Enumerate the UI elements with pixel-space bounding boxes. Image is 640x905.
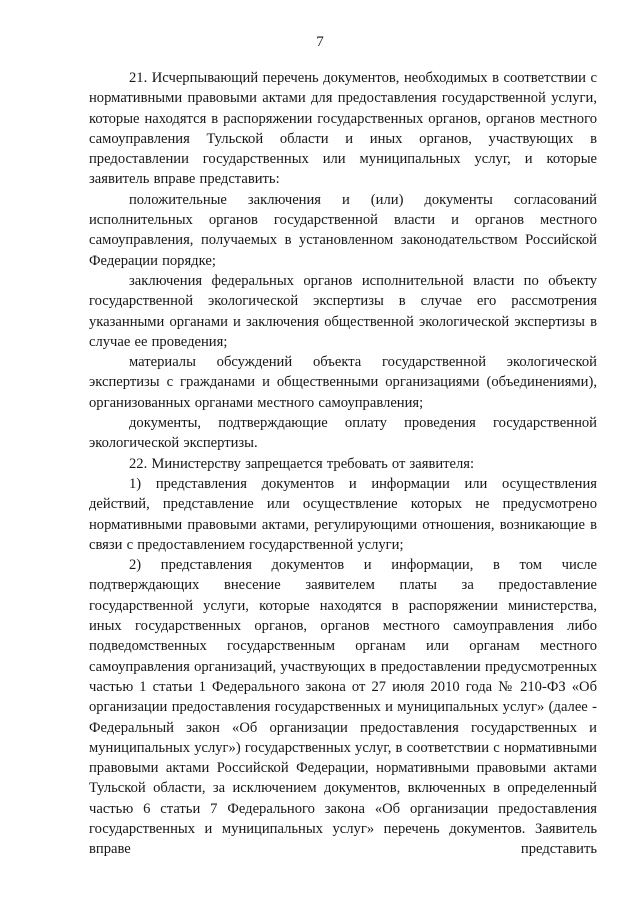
document-body: [89, 68, 597, 860]
prohibition-item-2: 2) представления документов и информации, в том числе подтверждающих внесение заявителем платы за предоставление государственной услуги, которые находятся в распоряжении министерства, иных государственных органов, органов местного самоуправления либо подведомственных государственным органам или органам местного самоуправления организаций, участвующих в предоставлении предусмотренных частью 1 статьи 1 Федерального закона от 27 июля 2010 года № 210-ФЗ «Об организации предоставления государственных и муниципальных услуг» (далее - Федеральный закон «Об организации предоставления государственных и муниципальных услуг») государственных услуг, в соответствии с нормативными правовыми актами Российской Федерации, нормативными правовыми актами Тульской области, за исключением документов, включенных в определенный частью 6 статьи 7 Федерального закона «Об организации предоставления государственных и муниципальных услуг» перечень документов. Заявитель вправе представить: [89, 557, 597, 858]
list-item-federal-conclusions: заключения федеральных органов исполнительной власти по объекту государственной экологической экспертизы в случае его рассмотрения указанными органами и заключения общественной экологической экспертизы в случае ее проведения;: [89, 272, 597, 350]
list-item-payment-documents: документы, подтверждающие оплату проведения государственной экологической экспертизы.: [89, 415, 597, 452]
paragraph-22-heading: 22. Министерству запрещается требовать от заявителя:: [129, 455, 475, 472]
page-number: 7: [316, 34, 324, 50]
list-item-approvals: положительные заключения и (или) документы согласований исполнительных органов государственной власти и органов местного самоуправления, получаемых в установленном законодательством Российской Федерации порядке;: [89, 191, 597, 269]
list-item-discussion-materials: материалы обсуждений объекта государственной экологической экспертизы с гражданами и общественными организациями (объединениями), организованных органами местного самоуправления;: [89, 354, 597, 411]
prohibition-item-1: 1) представления документов и информации или осуществления действий, представление или осуществление которых не предусмотрено нормативными правовыми актами, регулирующими отношения, возникающие в связи с предоставлением государственной услуги;: [89, 475, 597, 553]
paragraph-21-intro: 21. Исчерпывающий перечень документов, необходимых в соответствии с нормативными правовыми актами для предоставления государственной услуги, которые находятся в распоряжении государственных органов, органов местного самоуправления Тульской области и иных органов, участвующих в предоставлении государственных или муниципальных услуг, и которые заявитель вправе представить:: [89, 70, 597, 188]
